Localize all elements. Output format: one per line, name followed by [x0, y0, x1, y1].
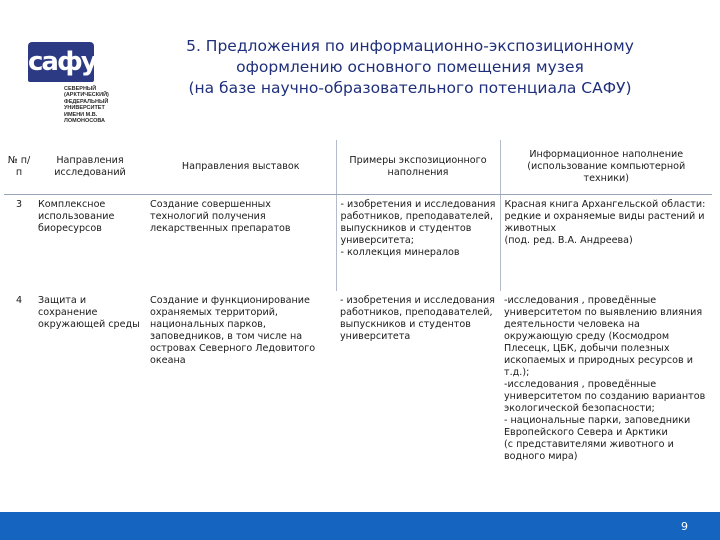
row-number: 4 [15, 295, 23, 306]
row-info: -исследования , проведённые университетом по выявлению влияния деятельности человека на окружающую среду (Космодром Плесецк, ЦБК, добычи полезных ископаемых и природных ресурсов и т.д.); -исследования , проведённые университетом по созданию вариантов экологической безопасности; - национальные парки, заповедники Европейского Севера и Арктики (с представителями животного и водного мира) [504, 295, 706, 462]
title-line-1: 5. Предложения по информационно-экспозиционному [186, 37, 634, 55]
title-line-2: оформлению основного помещения музея [236, 58, 584, 76]
row-research: Защита и сохранение окружающей среды [38, 295, 140, 330]
table-header-row [4, 140, 712, 195]
row-research: Комплексное использование биоресурсов [38, 199, 115, 234]
row-examples: - изобретения и исследования работников, преподавателей, выпускников и студентов университета; - коллекция минералов [336, 195, 500, 292]
table-row [4, 291, 712, 467]
slide-title [130, 36, 690, 99]
logo-mark: сафу [28, 42, 94, 82]
page-number: 9 [681, 520, 688, 533]
table-row [4, 195, 712, 292]
row-number: 3 [15, 199, 23, 210]
header-examples: Примеры экспозиционного наполнения [336, 140, 500, 195]
header-exhibition: Направления выставок [146, 140, 336, 195]
proposals-table [4, 140, 712, 467]
university-logo [28, 42, 108, 140]
header-research: Направления исследований [34, 140, 146, 195]
row-exhibition: Создание совершенных технологий получения лекарственных препаратов [150, 199, 291, 234]
row-exhibition: Создание и функционирование охраняемых территорий, национальных парков, заповедников, в том числе на островах Северного Ледовитого океана [150, 295, 316, 366]
row-examples: - изобретения и исследования работников, преподавателей, выпускников и студентов университета [340, 295, 495, 342]
header-number: № п/п [4, 140, 34, 195]
header-info: Информационное наполнение (использование компьютерной техники) [500, 140, 712, 195]
footer-bar [0, 512, 720, 540]
title-line-3: (на базе научно-образовательного потенциала САФУ) [188, 79, 632, 97]
row-info: Красная книга Архангельской области: редкие и охраняемые виды растений и животных (под. ред. В.А. Андреева) [500, 195, 712, 292]
logo-subtitle: СЕВЕРНЫЙ (АРКТИЧЕСКИЙ) ФЕДЕРАЛЬНЫЙ УНИВЕРСИТЕТ ИМЕНИ М.В. ЛОМОНОСОВА [64, 86, 109, 125]
